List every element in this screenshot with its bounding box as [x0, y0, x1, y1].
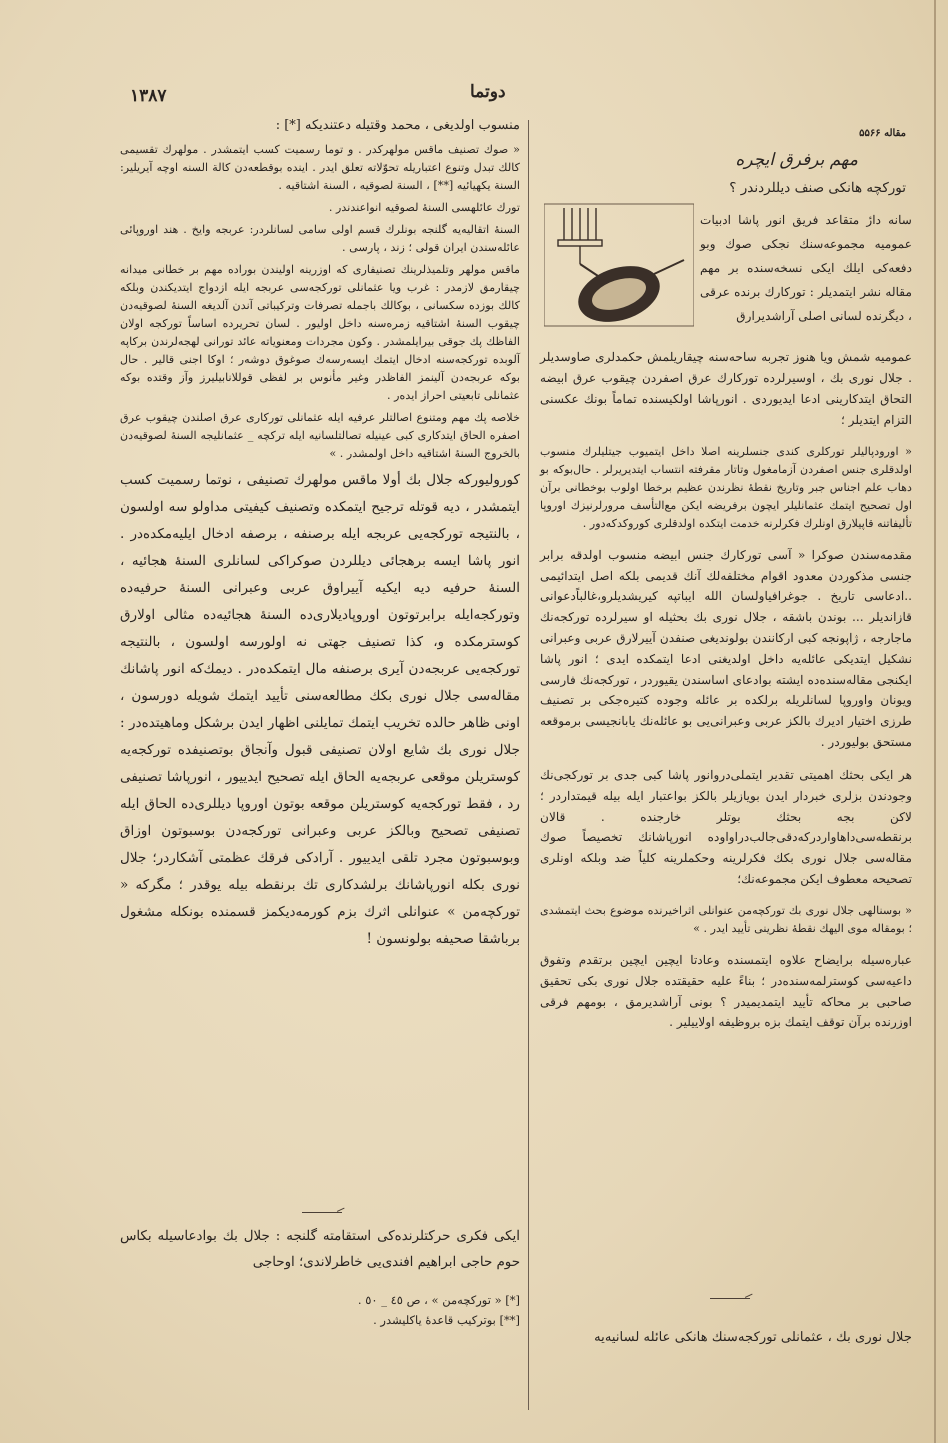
quote-paragraph-3: السنهٔ اتقالیه‌یه گلنجه بونلرك قسم اولی سامی لسانلردر: عربجه وایخ . هند اوروپائی عائله‌سندن ایران قولی ؛ زند ، پارسی . [120, 222, 520, 254]
right-paragraph-1: عمومیه شمش ویا هنوز تجربه ساحه‌سنه چیقاریلمش حکمدلری صاوسدیلر . جلال نوری بك ، اوسیرلرده تورکارك عرق اصفردن چیقوب عرق ابیضه التحاق ایتدکارینی ادعا ایدیوردی . انورپاشا اولکیسنده تماماً بونك عکسنی التزام ایتدیلر ؛ [540, 350, 912, 427]
illustration-lamp [544, 200, 694, 330]
column-rule [528, 120, 529, 1410]
left-footer-text: ایکی فکری حرکتلرنده‌کی استقامته گلنجه : جلال بك بوادعاسیله بکاس حوم حاجی ابراهیم افندی‌یی خاطرلاندی؛ اوحاجی [120, 1229, 520, 1270]
right-footer-text: جلال نوری بك ، عثمانلی تورکجه‌سنك هانکی عائله لسانیه‌یه [594, 1330, 912, 1345]
article-title: مهم برفرق ایچره [735, 150, 858, 170]
quote-paragraph-2: تورك عائلهسی السنهٔ لصوقیه انواعندندر . [328, 200, 520, 214]
section-divider-right [710, 1298, 750, 1299]
section-label: مقاله ۵۵۶۶ [859, 128, 906, 139]
left-main-text: کوروليورکه جلال بك أولا ماقس مولهرك تصنیفی ، نوتما رسمیت کسب ایتمشدر ، دیه قوتله ترجیح ایتمکده وتصنیف کیفیتی مداولو سه اولسون ، بالنتیجه تورکجه‌یی عربجه ایله برصنفه ، برصفه ادخال ایلیه‌مکده‌در . انور پاشا ایسه برهجائی دیللردن صوکراکی لسانلری السنهٔ هجائیه ، السنهٔ حرفیه دیه ایکیه آییراوق عربی وعبرانی السنهٔ حرفیه‌ده وتورکجه‌ایله برابرتوتون اوروپادیلاری‌ده السنهٔ هجائیه‌ده مثالی اولارق کوسترمکده و، کذا تصنیف جهتی نه اولورسه اولسون ، بالنتیجه تورکجه‌یی عربجه‌دن آیری برصنفه مال ایتمکده‌در . دیمك‌که انور پاشانك مقاله‌سی جلال نوری بکك مطالعه‌سنی تأیید ایتمك شویله دورسون ، اونی ظاهر حالده تخریب ایتمك تمایلنی اظهار ایدن برشکل وماهیتده‌در : جلال نوری بك شایع اولان تصنیفی قبول وآنجاق بوتصنیفده تورکجه‌یه کوستریلن موقعی عربجه‌یه الحاق ایله تصحیح ایدییور ، انورپاشا تصنیفی رد ، فقط تورکجه‌یه کوستریلن موقعه بوتون اوروپا دیللری‌ده الحاق ایله تصنیفی تصحیح وبالکز عربی وعبرانی تورکجه‌دن بوسبوتون اوزاق وبوسبوتون مجرد تلقی ایدییور . آرادکی فرقك عظمتی آشکاردر؛ جلال نوری بکله انورپاشانك برلشدکاری تك برنقطه بیله یوقدر ؛ مگرکه « تورکچه‌من » عنوانلی اثرك بزم کورمه‌دیکمز قسمنده بونکله مشغول برباشقا صحیفه بولونسون ! [120, 471, 520, 947]
section-divider-left [302, 1212, 342, 1213]
quoted-passage [120, 141, 520, 463]
footnote-2: [**] بوترکیب قاعدهٔ یاکلیشدر . [373, 1313, 520, 1327]
right-paragraph-2: « اورودپالیلر تورکلری کندی جنسلرینه اصلا داخل ایتمیوب جیتلیلرك منسوب اولدقلری جنس اصفردن آزمامغول وتاتار مقرفته انتساب ایتدیریرلر . حال‌بوکه بو دهاب علم اجناس جبر وتاریخ نقطهٔ نظرندن عظیم برخطا اولوب بوخطانی برآن اول تصحیح ایتمك عثمانلیلر ایچون برفریضه ایکن مع‌التأسف مرورلرنیزك اوروپا تألیفاتنه قاپیلارق اونلرك فکرلرنه خدمت ایتکده اولدقلری کوروکدکه‌دور . [540, 444, 912, 530]
quote-paragraph-4: ماقس مولهر وتلمیذلرینك تصنیفاری که اوزرینه اولیندن بوراده مهم بر خطانی میدانه چیقارمق لازمدر : غرب ویا عثمانلی تورکجه‌سی عربجه ایله ازدواج ایتدیکندن وبلکه کالك بوزده سکسانی ، بوکالك باجمله تصرفات وترکیباتی آندن آلدیغه السنهٔ لصوقیه‌دن چیقوب السنهٔ اشتاقیه زمره‌سنه داخل اولیور . لسان تحریرده اساساً تورکجه اولان الفاظك پك جوقی بیرایلمشدر . وکون مجردات ومعنویاته عائد تورانی لهجه‌لرندن برکاپه آلوبده تورکجه‌سنه ادخال ایتمك ایسه‌رسه‌ك صوغوق دوشه‌ر ؛ اوكا اجنی قالیر . حال بوکه عربجه‌دن آلینمز الفاظدر وغیر مأنوس بر لفظی قوللانابیلیرز وآز وقتده بوکه عثمانلی تابعیتی احراز ایده‌ر . [120, 262, 520, 402]
right-paragraph-4: هر ایکی بحثك اهمیتی تقدیر ایتملی‌دروانور پاشا کبی جدی بر تورکجی‌نك وجودندن بزلری خبردار ایدن بویازیلر بالکز بواعتبار ایله بیله قیمتداردر ؛ لاکن بجه بحثك بوتلر خارجنده . قالان برنقطه‌سی‌داهاواردرکه‌دقی‌جالب‌دراواوده انورپاشانك تخصیصاً صوك مقاله‌سی جلال نوری بکك فکرلرینه وحکملرینه کلیاً ضد وبلکه اونلری تصحیحه معطوف ایکن مجموعه‌نك؛ [540, 767, 912, 886]
page-number: ۱۳۸۷ [130, 86, 167, 106]
right-paragraph-6: عباره‌سیله برایضاح علاوه ایتمسنده وعادتا ایچین ایچین برتقدم وتفوق داعیه‌سی کوسترلمه‌سنده‌در ؛ بناءً علیه حقیقتده جلال نوری بکی تحقیق صاحبی بر محاکه تأیید ایتمدیمیدر ؟ بونی آراشدیرمق ، بومهم فرقی اوزرنده برآن توقف ایتمك بزه بروظیفه اولاییلیر . [540, 953, 912, 1030]
footnote-1: [*] « تورکچه‌من » ، ص ٤٥ _ ٥٠ . [357, 1293, 520, 1307]
right-paragraph-5: « بوسنالهی جلال نوری بك تورکچه‌من عنوانلی اثراخیرنده موضوع بحث ایتمشدی ؛ بومقاله موی الیهك نقطهٔ نظرینی تأیید ایدر . » [540, 903, 912, 935]
page-edge-line [934, 0, 936, 1443]
right-column-body [540, 335, 912, 1045]
quote-paragraph-5: خلاصه پك مهم ومتنوع اصالتلر عرفیه ایله عثمانلی تورکاری عرق اصلندن چیقوب عرق اصفره الحاق ایتدکاری کبی عینیله تصالتلسانیه ایله ترکچه _ عثمانلیجه السنهٔ لصوقیه‌دن بالخروج السنهٔ اشتاقیه داخل اولمشدر . » [120, 410, 520, 460]
article-intro: سانه دارٔ متقاعد فریق انور پاشا ادبیات عمومیه مجموعه‌سنك نجکی صوك وبو دفعه‌کی ایلك ایکی نسخه‌سنده بر مهم مقاله نشر ایتمدیلر : تورکارك برنده عرقی ، دیگرنده لسانی اصلی آراشدیرارق [700, 213, 912, 323]
left-intro: منسوب اولدیغی ، محمد وقتیله دعتندیکه [*] : [275, 118, 520, 133]
footnotes [200, 1290, 520, 1330]
article-question: تورکچه هانکی صنف دیللردندر ؟ [729, 180, 906, 196]
right-paragraph-3: مقدمه‌سندن صوکرا « آسی تورکارك جنس ابیضه منسوب اولدقه برابر جنسی مذکوردن معدود اقوام مختلفه‌لك آنك قدیمی بلکه اصل ایتدائیمی ..ادعاسی تاریخ . جوغرافیاولسان الله ایباتپه کیریشدیلرو،غالباًدعوانی قازاندیلر ... بوندن باشقه ، جلال نوری بك بحثیله او سیرلرده تورکجه‌نك ماجارجه ، ژاپونجه کبی ارکانندن بولوندیغی صنفدن آییرلارق عربی وعبرانی نشکیل ایتدیکی عائله‌یه داخل اولدیغنی ادعا ایتمکده ایدی ؛ انور پاشا ایکنجی مقاله‌سنده‌ده ایشته بوادعای اساسندن یقیوردر ، تورکجه‌نك فارسی ویونان واوروپا لسانلریله برلکده بر عائله وجوده کتیره‌جکی بر تصنیف طرزی اختیار ادیرك بالکز عربی وعبرانی‌یی بو عائله‌نك یابانجیسی برموقعه مستحق بولیوردر . [540, 547, 912, 749]
quote-paragraph-1: « صوك تصنیف ماقس مولهرکدر . و توما رسمیت کسب ایتمشدر . مولهرك تقسیمی كالك تبدل وتنوع اعتباریله تحوّلاته تعلق ایدر . اینده بوقطعه‌دن کالة السنه اوچه آیریلیر: السنة یکهیائیه [**] ، السنة لصوقیه ، السنة اشتاقیه . [120, 142, 520, 192]
running-title: دوتما [470, 82, 506, 102]
